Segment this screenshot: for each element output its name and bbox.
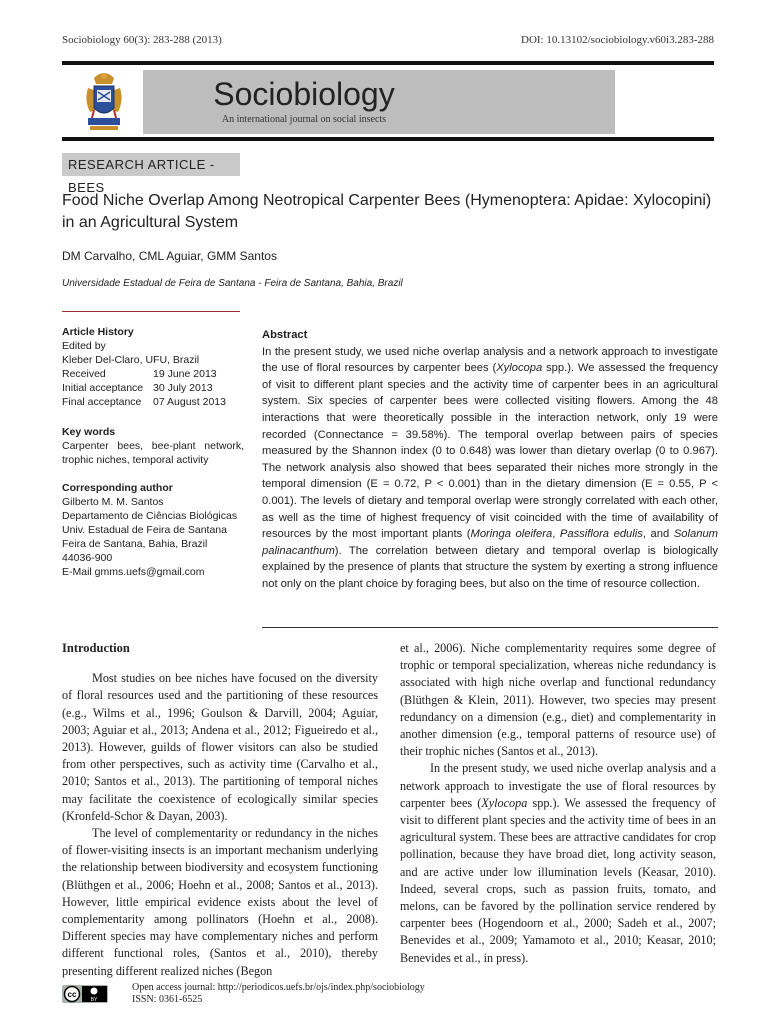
initial-acceptance-date: 30 July 2013 [153,382,213,394]
abstract-text: In the present study, we used niche overlap analysis and a network approach to investigate the use of floral resources by carpenter bees (Xylocopa spp.). We assessed the frequency of visit to different plant species and the activity time of carpenter bees in an agricultural system. Six species of carpenter bees were collected visiting flowers. Among the 48 interactions that were theoretically possible in the interaction network, only 19 were recorded (Connectance = 39.58%). The temporal overlap between pairs of species measured by the Shannon index (0 to 0.648) was lower than dietary overlap (0 to 0.967). The network analysis also showed that bees separated their niches more strongly in the temporal dimension (E = 0.72, P < 0.001) than in the dietary dimension (E = 0.55, P < 0.001). The levels of dietary and temporal overlap were strongly correlated with each other, as well as the time of highest frequency of visit coincided with the time of availability of resources by the most important plants (Moringa oleifera, Passiflora edulis, and Solanum palinacanthum). The correlation between dietary and temporal overlap is biologically explained by the presence of plants that structure the system by exerting a strong influence not only on the plant choice by foraging bees, but also on the time of resource collection. [262,345,719,590]
corr-zip: 44036-900 [62,552,113,564]
body-left-column [62,640,378,980]
running-doi: DOI: 10.13102/sociobiology.v60i3.283-288 [521,34,714,46]
keywords-block [62,425,244,467]
intro-paragraph: et al., 2006). Niche complementarity requires some degree of trophic or temporal specialization, whereas niche redundancy is associated with high niche overlap and functional redundancy (Blüthgen & Klein, 2011). However, two species may present redundancy on a dimension (e.g., diet) and complementarity in another dimension (e.g., temporal patterns of resource use) of their trophic niches (Santos et al., 2013). [400,641,716,759]
introduction-heading: Introduction [62,641,130,655]
creative-commons-by-badge [62,985,108,1003]
journal-url[interactable]: Open access journal: http://periodicos.uefs.br/ojs/index.php/sociobiology [132,982,425,993]
university-crest-logo [80,70,128,136]
editor-name: Kleber Del-Claro, UFU, Brazil [62,354,200,366]
svg-text:cc: cc [67,990,77,999]
footer-info [132,982,425,1006]
corr-name: Gilberto M. M. Santos [62,496,164,508]
corr-univ: Univ. Estadual de Feira de Santana [62,524,227,536]
initial-acceptance-label: Initial acceptance [62,382,144,394]
svg-text:BY: BY [90,997,98,1003]
journal-subtitle: An international journal on social insects [221,114,387,125]
article-history [62,325,262,409]
edited-by-label: Edited by [62,340,106,352]
article-authors: DM Carvalho, CML Aguiar, GMM Santos [62,249,277,263]
intro-paragraph: In the present study, we used niche overlap analysis and a network approach to investigate the use of floral resources by carpenter bees (Xylocopa spp.). We assessed the frequency of visit to different plant species and the activity time of bees in an agricultural system. These bees are attractive candidates for crop pollination, because they have broad diet, long activity season, and are active under low illumination levels (Keasar, 2010). Indeed, several crops, such as passion fruits, tomato, and melons, can be favored by the pollination service rendered by carpenter bees (Hogendoorn et al., 2000; Sadeh et al., 2007; Benevides et al., 2009; Yamamoto et al., 2010; Keasar, 2010; Benevides et al., in press). [400,761,716,965]
final-acceptance-label: Final acceptance [62,396,142,408]
article-title: Food Niche Overlap Among Neotropical Carpenter Bees (Hymenoptera: Apidae: Xylocopini) in an Agricultural System [62,192,712,231]
corr-city: Feira de Santana, Bahia, Brazil [62,538,208,550]
article-affiliation: Universidade Estadual de Feira de Santana - Feira de Santana, Bahia, Brazil [62,278,403,289]
abstract-block [262,327,718,593]
history-heading: Article History [62,326,134,338]
corr-email[interactable]: E-Mail gmms.uefs@gmail.com [62,566,205,578]
intro-paragraph: The level of complementarity or redundancy in the niches of flower-visiting insects is an important mechanism underlying the relationship between biodiversity and ecosystem functioning (Blüthgen et al., 2006; Hoehn et al., 2008; Santos et al., 2013). However, little empirical evidence exists about the level of complementarity among pollinators (Hoehn et al., 2008). Different species may have complementary niches and perform different functional roles, (Santos et al., 2010), thereby presenting different realized niches (Begon [62,826,378,978]
keywords-text: Carpenter bees, bee-plant network, trophic niches, temporal activity [62,440,244,466]
masthead-top-rule [62,61,714,65]
intro-paragraph: Most studies on bee niches have focused on the diversity of floral resources used and the partitioning of these resources (e.g., Wilms et al., 1996; Goulson & Darvill, 2004; Aguiar, 2003; Aguiar et al., 2013; Andena et al., 2012; Figueiredo et al., 2013). However, guilds of flower visitors can also be studied from other perspectives, such as activity time (Carvalho et al., 2010; Santos et al., 2013). The partitioning of temporal niches may facilitate the coexistence of ecologically similar species (Kronfeld-Schor & Dayan, 2003). [62,671,378,823]
keywords-heading: Key words [62,426,116,438]
received-date: 19 June 2013 [153,368,217,380]
sidebar-rule [62,311,240,312]
corr-dept: Departamento de Ciências Biológicas [62,510,238,522]
corresponding-author-block [62,481,262,579]
corresponding-heading: Corresponding author [62,482,173,494]
running-citation: Sociobiology 60(3): 283-288 (2013) [62,34,222,46]
article-type-badge: RESEARCH ARTICLE - BEES [62,153,240,176]
abstract-rule [262,627,718,628]
received-label: Received [62,368,106,380]
masthead-bottom-rule [62,137,714,141]
journal-name: Sociobiology [213,76,395,112]
issn: ISSN: 0361-6525 [132,994,203,1005]
body-right-column [400,640,716,967]
abstract-heading: Abstract [262,329,308,341]
final-acceptance-date: 07 August 2013 [153,396,226,408]
